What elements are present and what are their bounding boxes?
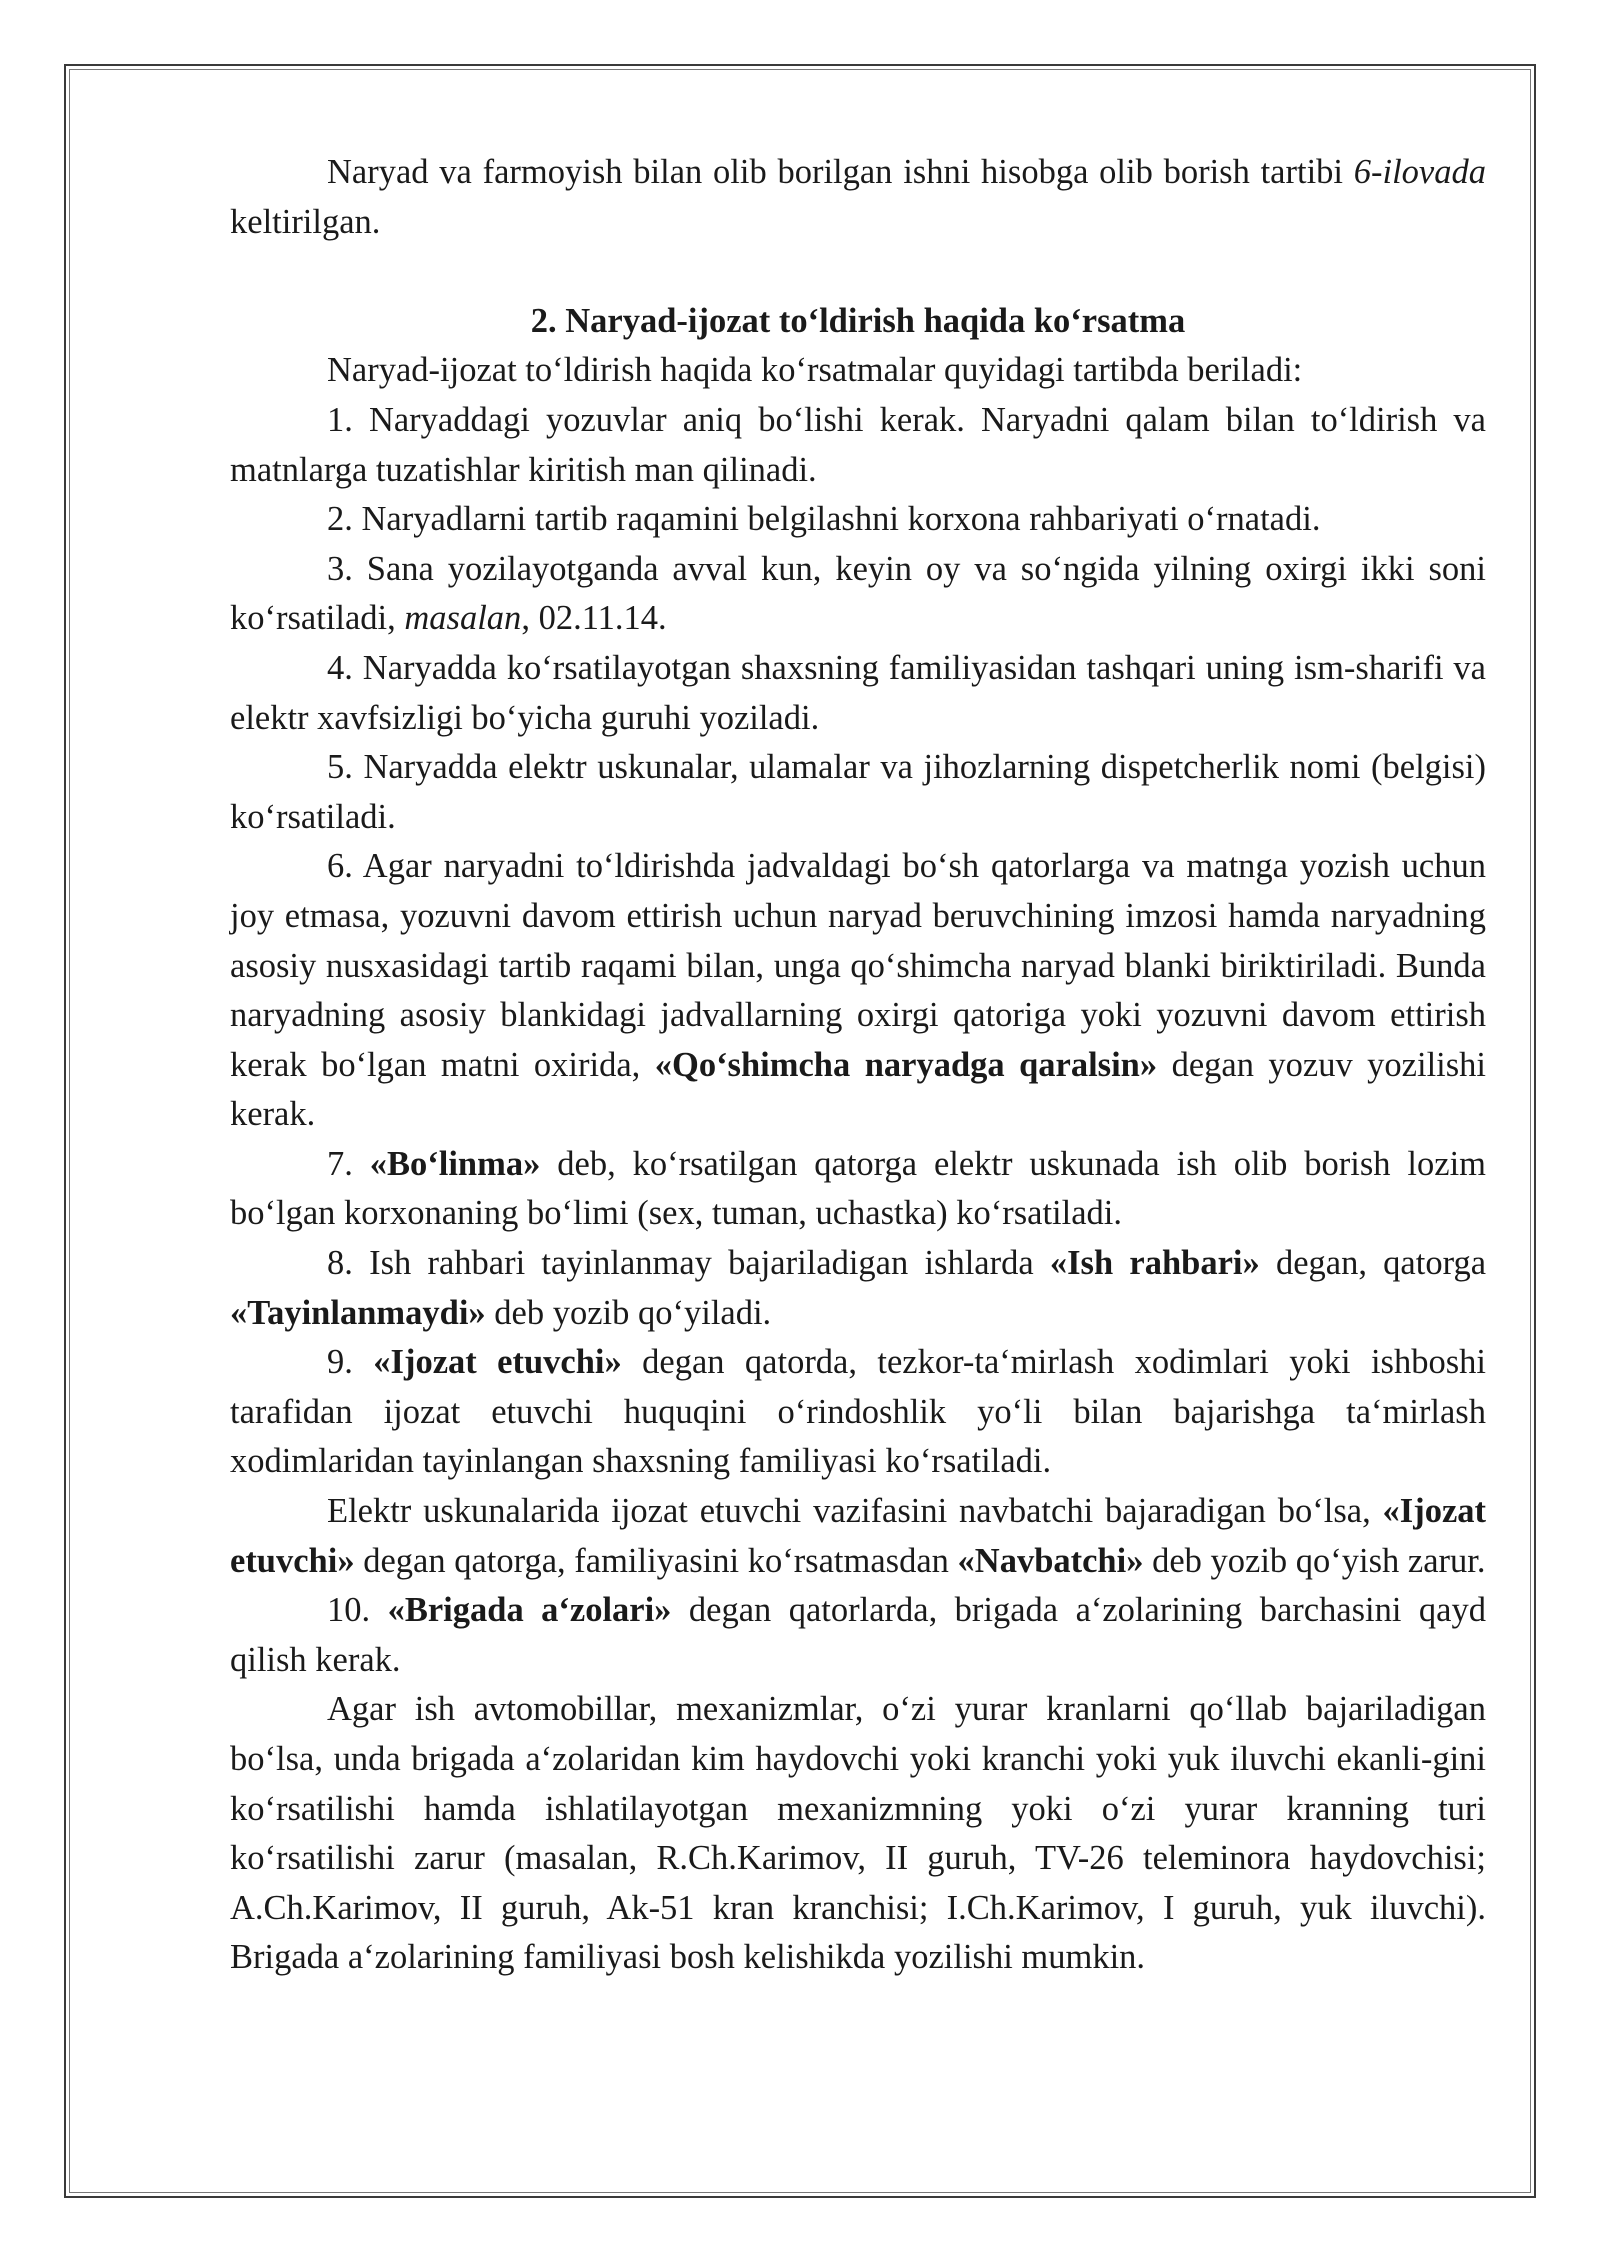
text-run: deb yozib qo‘yiladi. [485,1293,772,1332]
text-run: 7. [327,1144,370,1183]
italic-text: masalan [404,599,522,638]
document-body [230,148,1486,1983]
text-run: 8. Ish rahbari tayinlanmay bajariladigan ishlarda [327,1244,1050,1283]
item-6 [230,842,1486,1140]
text-run: 3. Sana yozilayotganda avval kun, keyin oy va so‘ngida yilning oxirgi ikki soni ko‘rsatiladi, [230,549,1486,638]
text-run: 6. Agar naryadni to‘ldirishda jadvaldagi bo‘sh qatorlarga va matnga yozish uchun joy etmasa, yozuvni davom ettirish uchun naryad beruvchining imzosi hamda naryadning asosiy nusxasidagi tartib raqami bilan, unga qo‘shimcha naryad blanki biriktiriladi. Bunda naryadning asosiy blankidagi jadvallarning oxirgi qatoriga yoki yozuvni davom ettirish kerak bo‘lgan matni oxirida, [230,847,1486,1084]
item-8 [230,1239,1486,1338]
text-run: degan qatorda, tezkor-ta‘mirlash xodimlari yoki ishboshi tarafidan ijozat etuvchi huquqini o‘rindoshlik yo‘li bilan bajarishga ta‘mirlash xodimlaridan tayinlangan shaxsning familiyasi ko‘rsatiladi. [230,1343,1486,1481]
bold-text: «Brigada a‘zolari» [387,1591,672,1630]
item-10 [230,1586,1486,1685]
text-run: degan, qatorga [1259,1244,1487,1283]
italic-reference: 6-ilovada [1353,153,1486,191]
bold-text: «Ijozat etuvchi» [230,1492,1486,1580]
item-9 [230,1338,1486,1487]
text-run: degan yozuv yozilishi kerak. [230,1045,1486,1134]
bold-text: «Tayinlanmaydi» [230,1293,486,1332]
intro-paragraph [230,148,1486,247]
section-heading: 2. Naryad-ijozat to‘ldirish haqida ko‘rsatma [530,301,1186,340]
item-3 [230,545,1486,644]
bold-text: «Ijozat etuvchi» [373,1343,622,1382]
text-run: deb, ko‘rsatilgan qatorga elektr uskunada ish olib borish lozim bo‘lgan korxonaning bo‘limi (sex, tuman, uchastka) ko‘rsatiladi. [230,1144,1486,1233]
text-run: , 02.11.14. [521,599,667,638]
text-run: degan qatorlarda, brigada a‘zolarining barchasini qayd qilish kerak. [230,1591,1486,1679]
item-7 [230,1140,1486,1239]
item-2: 2. Naryadlarni tartib raqamini belgilashni korxona rahbariyati o‘rnatadi. [327,500,1321,539]
text-run: deb yozib qo‘yish zarur. [1143,1541,1486,1580]
text-run: keltirilgan. [230,202,381,241]
text-run: Naryad va farmoyish bilan olib borilgan ishni hisobga olib borish tartibi [327,153,1354,191]
bold-text: «Qo‘shimcha naryadga qaralsin» [654,1045,1158,1084]
item-1: 1. Naryaddagi yozuvlar aniq bo‘lishi kerak. Naryadni qalam bilan to‘ldirish va matnlarga tuzatishlar kiritish man qilinadi. [230,400,1486,489]
text-run: degan qatorga, familiyasini ko‘rsatmasdan [354,1541,958,1580]
bold-text: «Ish rahbari» [1049,1244,1260,1283]
item-4: 4. Naryadda ko‘rsatilayotgan shaxsning familiyasidan tashqari uning ism-sharifi va elektr xavfsizligi bo‘yicha guruhi yoziladi. [230,648,1486,737]
text-run: 9. [327,1343,374,1382]
text-run: 10. [327,1591,388,1630]
bold-text: «Bo‘linma» [369,1144,541,1183]
lead-paragraph: Naryad-ijozat to‘ldirish haqida ko‘rsatmalar quyidagi tartibda beriladi: [327,351,1303,390]
item-5: 5. Naryadda elektr uskunalar, ulamalar va jihozlarning dispetcherlik nomi (belgisi) ko‘rsatiladi. [230,748,1486,836]
item-10-note: Agar ish avtomobillar, mexanizmlar, o‘zi yurar kranlarni qo‘llab bajariladigan bo‘lsa, unda brigada a‘zolaridan kim haydovchi yoki kranchi yoki yuk iluvchi ekanli-gini ko‘rsatilishi hamda ishlatilayotgan mexanizmning yoki o‘zi yurar kranning turi ko‘rsatilishi zarur (masalan, R.Ch.Karimov, II guruh, TV-26 teleminora haydovchisi; A.Ch.Karimov, II guruh, Ak-51 kran kranchisi; I.Ch.Karimov, I guruh, yuk iluvchi). Brigada a‘zolarining familiyasi bosh kelishikda yozilishi mumkin. [230,1690,1486,1977]
bold-text: «Navbatchi» [957,1541,1144,1580]
item-9-note [230,1487,1486,1586]
text-run: Elektr uskunalarida ijozat etuvchi vazifasini navbatchi bajaradigan bo‘lsa, [327,1492,1383,1531]
